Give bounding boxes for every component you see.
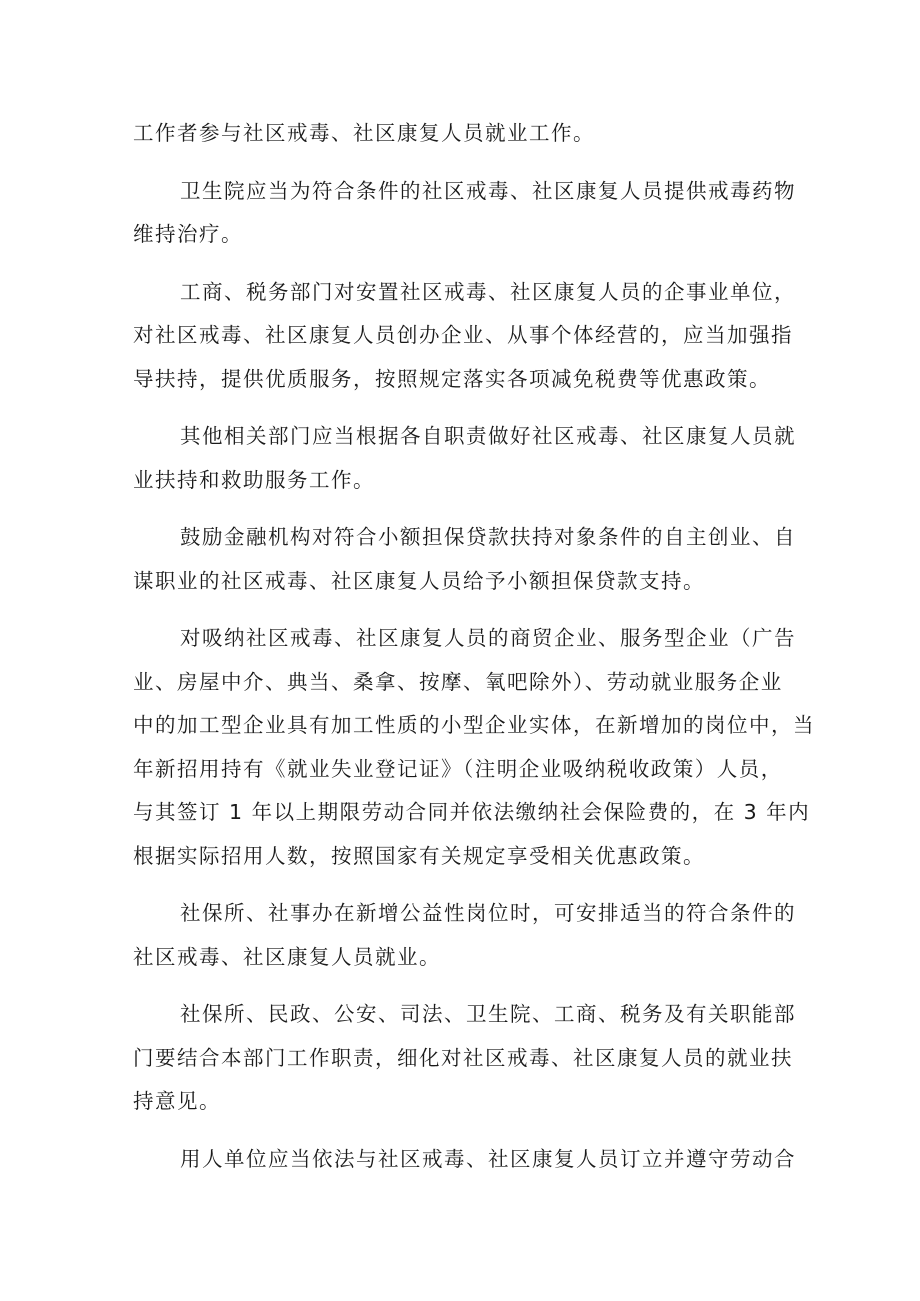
text-line: 社保所、民政、公安、司法、卫生院、工商、税务及有关职能部 bbox=[180, 1002, 796, 1026]
text-line: 工作者参与社区戒毒、社区康复人员就业工作。 bbox=[133, 121, 595, 145]
paragraph bbox=[133, 993, 796, 1124]
text-line: 中的加工型企业具有加工性质的小型企业实体，在新增加的岗位中，当 bbox=[133, 713, 815, 737]
text-line: 维持治疗。 bbox=[133, 222, 243, 246]
text-line: 年新招用持有《就业失业登记证》（注明企业吸纳税收政策）人员， bbox=[133, 756, 783, 781]
text-line: 社区戒毒、社区康复人员就业。 bbox=[133, 944, 441, 969]
text-line: 根据实际招用人数，按照国家有关规定享受相关优惠政策。 bbox=[133, 843, 705, 868]
paragraph bbox=[133, 892, 796, 979]
text-line: 对社区戒毒、社区康复人员创办企业、从事个体经营的，应当加强指 bbox=[133, 323, 793, 347]
text-line: 用人单位应当依法与社区戒毒、社区康复人员订立并遵守劳动合 bbox=[180, 1146, 796, 1171]
paragraph bbox=[133, 112, 793, 156]
document-body bbox=[133, 112, 815, 1195]
text-line: 对吸纳社区戒毒、社区康复人员的商贸企业、服务型企业（广告 bbox=[180, 626, 796, 650]
text-line: 鼓励金融机构对符合小额担保贷款扶持对象条件的自主创业、自 bbox=[180, 525, 796, 549]
text-line: 卫生院应当为符合条件的社区戒毒、社区康复人员提供戒毒药物 bbox=[180, 178, 796, 203]
text-line: 工商、税务部门对安置社区戒毒、社区康复人员的企事业单位， bbox=[180, 279, 796, 304]
paragraph bbox=[133, 170, 796, 257]
text-line: 导扶持，提供优质服务，按照规定落实各项减免税费等优惠政策。 bbox=[133, 366, 771, 391]
paragraph bbox=[133, 271, 796, 402]
paragraph bbox=[133, 617, 815, 878]
paragraph bbox=[133, 415, 796, 502]
paragraph bbox=[133, 516, 796, 603]
text-line: 持意见。 bbox=[133, 1089, 221, 1113]
text-line: 与其签订 1 年以上期限劳动合同并依法缴纳社会保险费的，在 3 年内 bbox=[133, 800, 811, 824]
text-line: 门要结合本部门工作职责，细化对社区戒毒、社区康复人员的就业扶 bbox=[133, 1045, 793, 1070]
text-line: 谋职业的社区戒毒、社区康复人员给予小额担保贷款支持。 bbox=[133, 568, 705, 593]
text-line: 社保所、社事办在新增公益性岗位时，可安排适当的符合条件的 bbox=[180, 901, 796, 925]
paragraph bbox=[133, 1138, 796, 1182]
text-line: 业、房屋中介、典当、桑拿、按摩、氧吧除外）、劳动就业服务企业 bbox=[133, 669, 783, 694]
text-line: 其他相关部门应当根据各自职责做好社区戒毒、社区康复人员就 bbox=[180, 424, 796, 448]
text-line: 业扶持和救助服务工作。 bbox=[133, 467, 375, 492]
